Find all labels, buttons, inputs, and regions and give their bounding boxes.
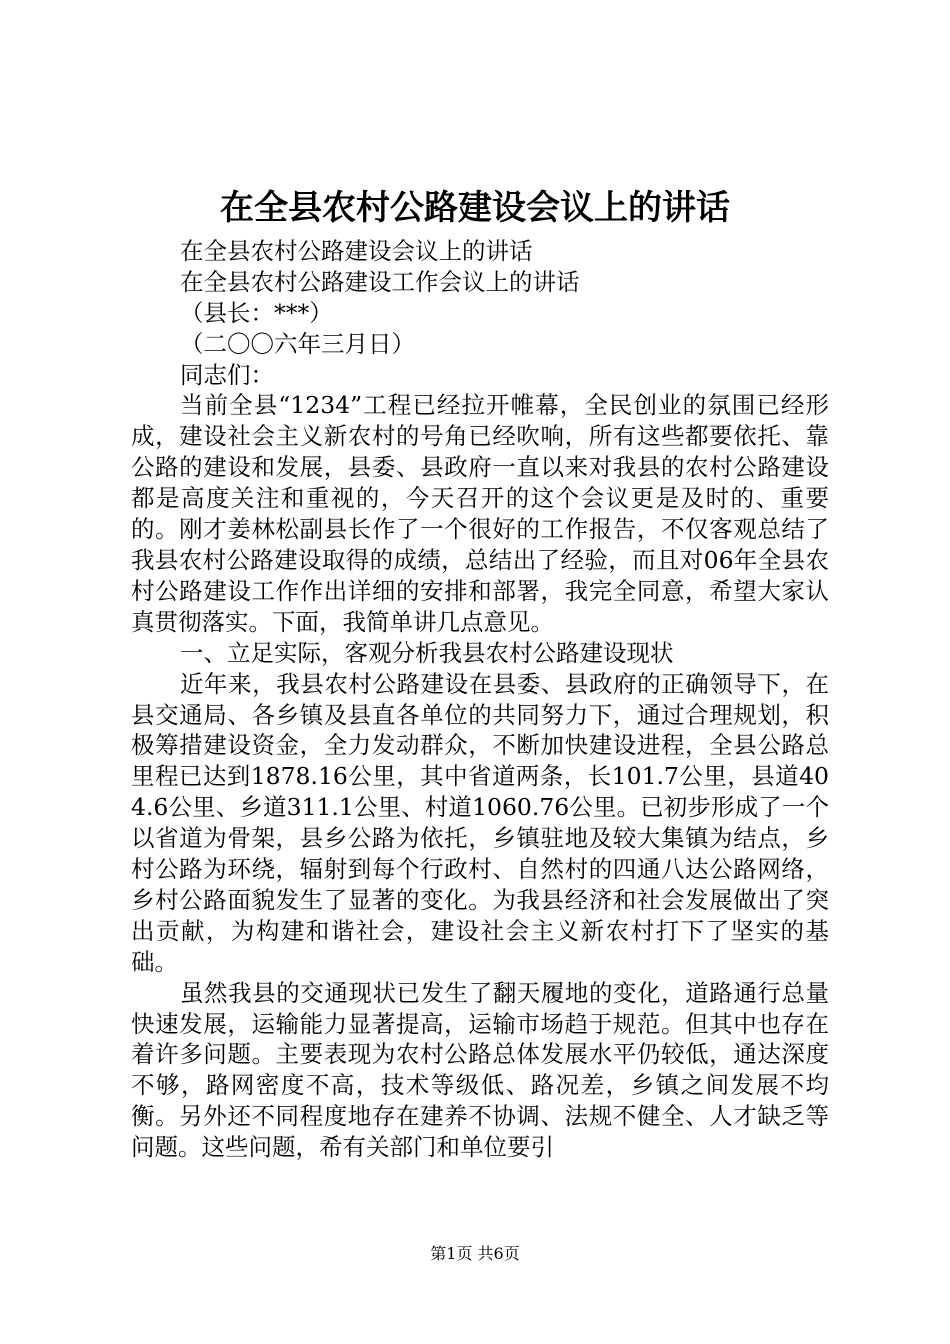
salutation-line: 同志们： bbox=[180, 360, 274, 389]
section-heading: 一、立足实际，客观分析我县农村公路建设现状 bbox=[180, 638, 674, 667]
speaker-line: （县长：***） bbox=[180, 298, 333, 327]
document-body bbox=[131, 236, 829, 1163]
date-line: （二〇〇六年三月日） bbox=[180, 329, 415, 358]
subtitle-line: 在全县农村公路建设工作会议上的讲话 bbox=[180, 267, 580, 296]
subtitle-line: 在全县农村公路建设会议上的讲话 bbox=[180, 237, 533, 265]
document-title: 在全县农村公路建设会议上的讲话 bbox=[220, 188, 730, 228]
body-paragraph: 当前全县“1234”工程已经拉开帷幕，全民创业的氛围已经形成，建设社会主义新农村的号角已经吹响，所有这些都要依托、靠公路的建设和发展，县委、县政府一直以来对我县的农村公路建设都是高度关注和重视的，今天召开的这个会议更是及时的、重要的。刚才姜林松副县长作了一个很好的工作报告，不仅客观总结了我县农村公路建设取得的成绩，总结出了经验，而且对06年全县农村公路建设工作作出详细的安排和部署，我完全同意，希望大家认真贯彻落实。下面，我简单讲几点意见。 bbox=[131, 391, 829, 636]
body-paragraph: 虽然我县的交通现状已发生了翻天履地的变化，道路通行总量快速发展，运输能力显著提高，运输市场趋于规范。但其中也存在着许多问题。主要表现为农村公路总体发展水平仍较低，通达深度不够，路网密度不高，技术等级低、路况差，乡镇之间发展不均衡。另外还不同程度地存在建养不协调、法规不健全、人才缺乏等问题。这些问题，希有关部门和单位要引 bbox=[131, 978, 829, 1162]
body-paragraph: 近年来，我县农村公路建设在县委、县政府的正确领导下，在县交通局、各乡镇及县直各单位的共同努力下，通过合理规划，积极筹措建设资金，全力发动群众，不断加快建设进程，全县公路总里程已达到1878.16公里，其中省道两条，长101.7公里，县道404.6公里、乡道311.1公里、村道1060.76公里。已初步形成了一个以省道为骨架，县乡公路为依托，乡镇驻地及较大集镇为结点，乡村公路为环绕，辐射到每个行政村、自然村的四通八达公路网络，乡村公路面貌发生了显著的变化。为我县经济和社会发展做出了突出贡献，为构建和谐社会，建设社会主义新农村打下了坚实的基础。 bbox=[131, 669, 829, 976]
page-footer: 第1页 共6页 bbox=[430, 1244, 520, 1263]
